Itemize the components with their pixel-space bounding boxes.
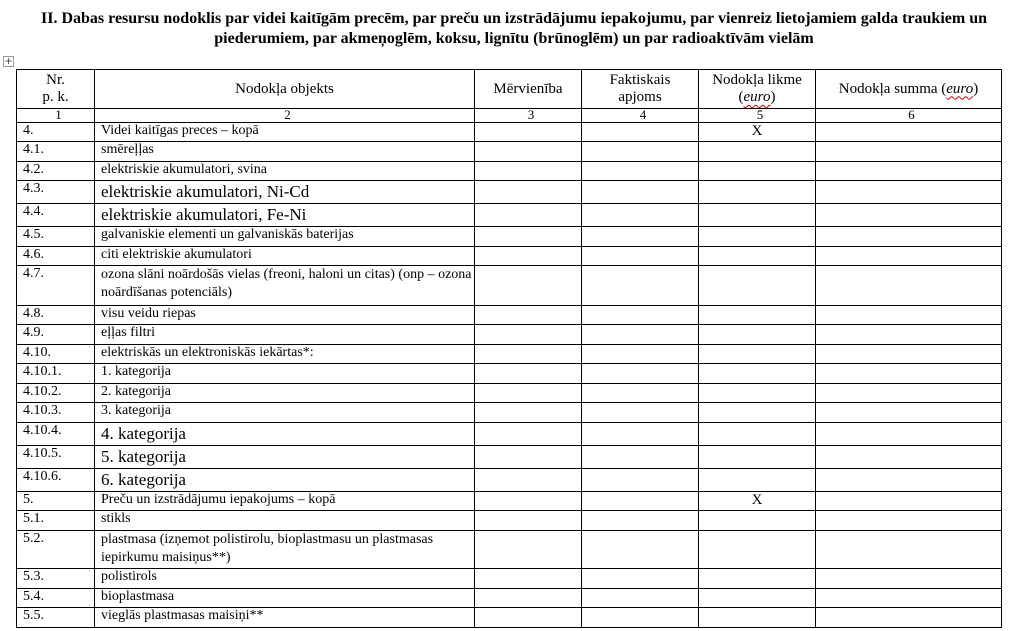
tax-rate-cell[interactable]	[699, 531, 816, 569]
tax-object: ozona slāni noārdošās vielas (freoni, haloni un citas) (onp – ozona noārdīšanas potenciāls)	[95, 266, 475, 306]
actual-volume-cell[interactable]	[582, 589, 699, 608]
row-number: 4.10.	[17, 345, 95, 364]
tax-sum-cell[interactable]	[816, 608, 1002, 628]
row-number: 4.5.	[17, 227, 95, 247]
tax-sum-cell[interactable]	[816, 364, 1002, 384]
tax-rate-cell[interactable]	[699, 569, 816, 589]
table-body	[17, 123, 1002, 628]
tax-sum-cell[interactable]	[816, 511, 1002, 531]
tax-sum-cell[interactable]	[816, 469, 1002, 492]
tax-rate-cell[interactable]	[699, 162, 816, 181]
tax-sum-cell[interactable]	[816, 266, 1002, 306]
table-row	[17, 204, 1002, 227]
table-row	[17, 306, 1002, 325]
row-number: 4.10.5.	[17, 446, 95, 469]
tax-sum-cell[interactable]	[816, 384, 1002, 403]
tax-rate-cell[interactable]	[699, 325, 816, 345]
actual-volume-cell[interactable]	[582, 569, 699, 589]
tax-object: 5. kategorija	[95, 446, 475, 469]
table-row	[17, 142, 1002, 162]
unit-cell[interactable]	[475, 403, 582, 423]
tax-object: stikls	[95, 511, 475, 531]
unit-cell[interactable]	[475, 247, 582, 266]
row-number: 5.2.	[17, 531, 95, 569]
tax-rate-cell[interactable]	[699, 266, 816, 306]
header-nr: Nr. p. k.	[17, 70, 95, 109]
table-row	[17, 469, 1002, 492]
tax-rate-cell[interactable]	[699, 384, 816, 403]
tax-rate-cell[interactable]	[699, 364, 816, 384]
table-row	[17, 181, 1002, 204]
row-number: 4.10.1.	[17, 364, 95, 384]
unit-cell[interactable]	[475, 325, 582, 345]
actual-volume-cell[interactable]	[582, 227, 699, 247]
tax-sum-cell[interactable]	[816, 142, 1002, 162]
actual-volume-cell[interactable]	[582, 608, 699, 628]
table-row	[17, 423, 1002, 446]
unit-cell[interactable]	[475, 589, 582, 608]
tax-object: elektriskie akumulatori, Ni-Cd	[95, 181, 475, 204]
table-row	[17, 384, 1002, 403]
tax-object: 1. kategorija	[95, 364, 475, 384]
unit-cell[interactable]	[475, 511, 582, 531]
tax-object: 4. kategorija	[95, 423, 475, 446]
tax-object: Videi kaitīgas preces – kopā	[95, 123, 475, 142]
tax-sum-cell[interactable]	[816, 123, 1002, 142]
tax-sum-cell[interactable]	[816, 306, 1002, 325]
table-row	[17, 162, 1002, 181]
tax-sum-cell[interactable]	[816, 446, 1002, 469]
unit-cell[interactable]	[475, 345, 582, 364]
tax-object: 2. kategorija	[95, 384, 475, 403]
tax-rate-cell[interactable]	[699, 589, 816, 608]
tax-rate-cell[interactable]	[699, 247, 816, 266]
tax-rate-cell[interactable]	[699, 181, 816, 204]
column-number-5: 5	[699, 109, 816, 123]
tax-sum-cell[interactable]	[816, 227, 1002, 247]
section-title: II. Dabas resursu nodoklis par videi kaitīgām precēm, par preču un izstrādājumu iepakojumu, par vienreiz lietojamiem galda traukiem un piederumiem, par akmeņoglēm, koksu, lignītu (brūnoglēm) un par radioaktīvām vielām	[41, 10, 987, 47]
tax-object: eļļas filtri	[95, 325, 475, 345]
tax-sum-cell[interactable]	[816, 423, 1002, 446]
row-number: 4.7.	[17, 266, 95, 306]
row-number: 5.5.	[17, 608, 95, 628]
tax-sum-cell[interactable]	[816, 569, 1002, 589]
tax-rate-cell[interactable]	[699, 403, 816, 423]
actual-volume-cell[interactable]	[582, 306, 699, 325]
row-number: 5.1.	[17, 511, 95, 531]
actual-volume-cell[interactable]	[582, 162, 699, 181]
tax-sum-cell[interactable]	[816, 345, 1002, 364]
actual-volume-cell[interactable]	[582, 384, 699, 403]
tax-rate-cell[interactable]	[699, 306, 816, 325]
row-number: 4.4.	[17, 204, 95, 227]
actual-volume-cell[interactable]	[582, 247, 699, 266]
row-number: 4.9.	[17, 325, 95, 345]
header-unit: Mērvienība	[475, 70, 582, 109]
actual-volume-cell[interactable]	[582, 266, 699, 306]
actual-volume-cell[interactable]	[582, 423, 699, 446]
tax-rate-cell[interactable]	[699, 608, 816, 628]
table-row	[17, 446, 1002, 469]
unit-cell[interactable]	[475, 181, 582, 204]
tax-object: Preču un izstrādājumu iepakojums – kopā	[95, 492, 475, 511]
column-number-2: 2	[95, 109, 475, 123]
row-number: 4.3.	[17, 181, 95, 204]
tax-rate-cell[interactable]	[699, 345, 816, 364]
tax-rate-cell[interactable]	[699, 469, 816, 492]
unit-cell[interactable]	[475, 608, 582, 628]
tax-object: bioplastmasa	[95, 589, 475, 608]
tax-sum-cell[interactable]	[816, 162, 1002, 181]
tax-rate-cell[interactable]	[699, 142, 816, 162]
tax-sum-cell[interactable]	[816, 325, 1002, 345]
header-tax-sum: Nodokļa summa (euro)	[816, 70, 1002, 109]
tax-object: visu veidu riepas	[95, 306, 475, 325]
column-number-1: 1	[17, 109, 95, 123]
row-number: 4.	[17, 123, 95, 142]
unit-cell[interactable]	[475, 423, 582, 446]
tax-object: 3. kategorija	[95, 403, 475, 423]
actual-volume-cell[interactable]	[582, 123, 699, 142]
column-number-4: 4	[582, 109, 699, 123]
actual-volume-cell[interactable]	[582, 531, 699, 569]
actual-volume-cell[interactable]	[582, 469, 699, 492]
actual-volume-cell[interactable]	[582, 204, 699, 227]
tax-rate-cell[interactable]	[699, 511, 816, 531]
table-move-handle-icon[interactable]: +	[4, 56, 13, 67]
actual-volume-cell[interactable]	[582, 446, 699, 469]
row-number: 4.10.2.	[17, 384, 95, 403]
table-row	[17, 247, 1002, 266]
table-row	[17, 123, 1002, 142]
tax-rate-cell[interactable]: X	[699, 492, 816, 511]
tax-object: polistirols	[95, 569, 475, 589]
unit-cell[interactable]	[475, 204, 582, 227]
table-row	[17, 492, 1002, 511]
row-number: 4.6.	[17, 247, 95, 266]
tax-rate-cell[interactable]	[699, 446, 816, 469]
tax-object: 6. kategorija	[95, 469, 475, 492]
actual-volume-cell[interactable]	[582, 403, 699, 423]
unit-cell[interactable]	[475, 306, 582, 325]
tax-rate-cell[interactable]	[699, 423, 816, 446]
table-row	[17, 589, 1002, 608]
column-number-3: 3	[475, 109, 582, 123]
tax-rate-cell[interactable]: X	[699, 123, 816, 142]
tax-sum-cell[interactable]	[816, 247, 1002, 266]
table-row	[17, 511, 1002, 531]
tax-sum-cell[interactable]	[816, 204, 1002, 227]
unit-cell[interactable]	[475, 492, 582, 511]
tax-sum-cell[interactable]	[816, 403, 1002, 423]
tax-object: plastmasa (izņemot polistirolu, bioplastmasu un plastmasas iepirkumu maisiņus**)	[95, 531, 475, 569]
table-row	[17, 569, 1002, 589]
actual-volume-cell[interactable]	[582, 142, 699, 162]
unit-cell[interactable]	[475, 142, 582, 162]
table-row	[17, 325, 1002, 345]
tax-object: smēreļļas	[95, 142, 475, 162]
unit-cell[interactable]	[475, 446, 582, 469]
tax-sum-cell[interactable]	[816, 531, 1002, 569]
unit-cell[interactable]	[475, 531, 582, 569]
header-tax-rate: Nodokļa likme (euro)	[699, 70, 816, 109]
row-number: 5.4.	[17, 589, 95, 608]
unit-cell[interactable]	[475, 266, 582, 306]
row-number: 5.3.	[17, 569, 95, 589]
table-row	[17, 403, 1002, 423]
table-row	[17, 531, 1002, 569]
table-row	[17, 266, 1002, 306]
header-object: Nodokļa objekts	[95, 70, 475, 109]
tax-rate-cell[interactable]	[699, 204, 816, 227]
table-row	[17, 364, 1002, 384]
actual-volume-cell[interactable]	[582, 511, 699, 531]
column-number-row	[17, 109, 1002, 123]
tax-sum-cell[interactable]	[816, 589, 1002, 608]
tax-object: galvaniskie elementi un galvaniskās baterijas	[95, 227, 475, 247]
actual-volume-cell[interactable]	[582, 364, 699, 384]
tax-rate-cell[interactable]	[699, 227, 816, 247]
unit-cell[interactable]	[475, 123, 582, 142]
actual-volume-cell[interactable]	[582, 325, 699, 345]
row-number: 4.1.	[17, 142, 95, 162]
actual-volume-cell[interactable]	[582, 492, 699, 511]
row-number: 4.8.	[17, 306, 95, 325]
row-number: 5.	[17, 492, 95, 511]
header-row	[17, 70, 1002, 109]
unit-cell[interactable]	[475, 384, 582, 403]
tax-object: elektriskie akumulatori, Fe-Ni	[95, 204, 475, 227]
tax-object: elektriskie akumulatori, svina	[95, 162, 475, 181]
table-row	[17, 227, 1002, 247]
column-number-6: 6	[816, 109, 1002, 123]
unit-cell[interactable]	[475, 469, 582, 492]
table-row	[17, 608, 1002, 628]
unit-cell[interactable]	[475, 227, 582, 247]
row-number: 4.10.4.	[17, 423, 95, 446]
tax-object: elektriskās un elektroniskās iekārtas*:	[95, 345, 475, 364]
actual-volume-cell[interactable]	[582, 181, 699, 204]
header-actual-volume: Faktiskais apjoms	[582, 70, 699, 109]
unit-cell[interactable]	[475, 162, 582, 181]
actual-volume-cell[interactable]	[582, 345, 699, 364]
row-number: 4.10.6.	[17, 469, 95, 492]
table-row	[17, 345, 1002, 364]
tax-sum-cell[interactable]	[816, 492, 1002, 511]
tax-object: vieglās plastmasas maisiņi**	[95, 608, 475, 628]
row-number: 4.10.3.	[17, 403, 95, 423]
tax-sum-cell[interactable]	[816, 181, 1002, 204]
tax-object: citi elektriskie akumulatori	[95, 247, 475, 266]
tax-table	[16, 69, 1002, 628]
unit-cell[interactable]	[475, 364, 582, 384]
unit-cell[interactable]	[475, 569, 582, 589]
row-number: 4.2.	[17, 162, 95, 181]
